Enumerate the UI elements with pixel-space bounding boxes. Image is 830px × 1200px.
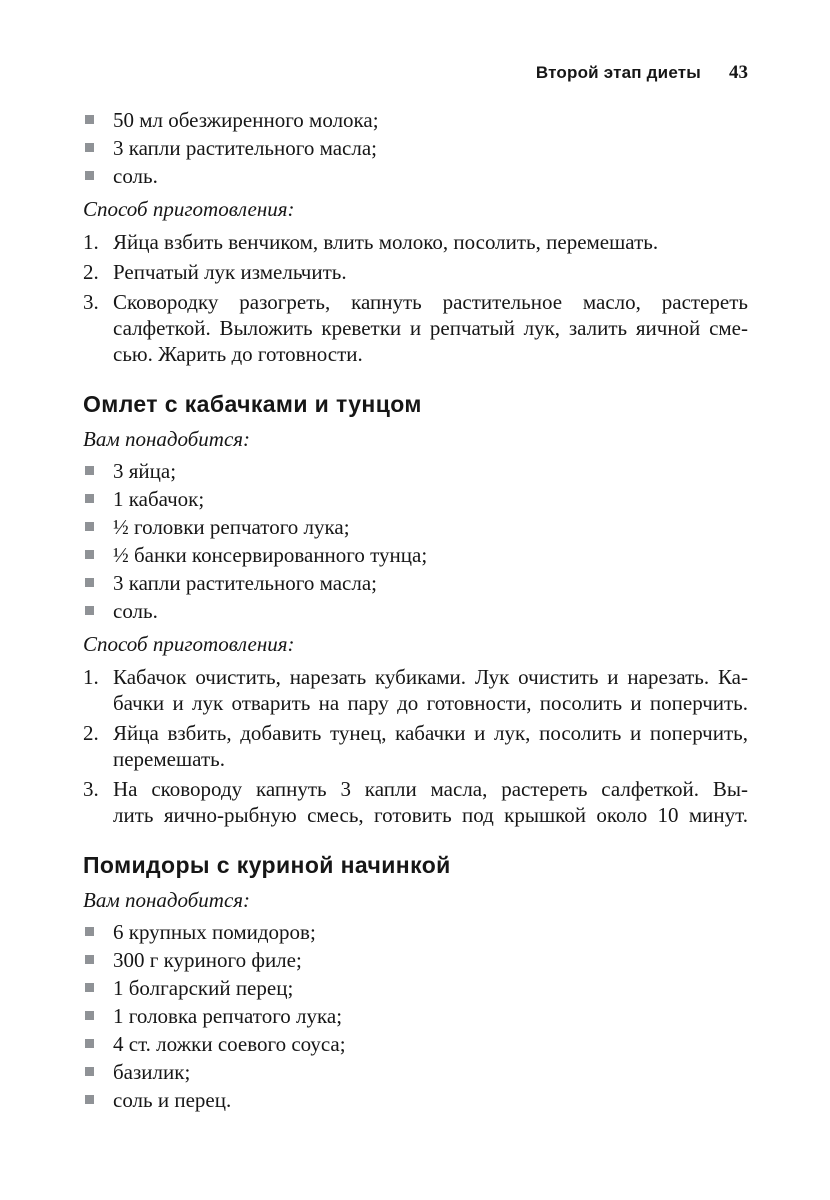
square-bullet-icon [85,1039,94,1048]
ingredient-text: базилик; [113,1060,191,1084]
recipe-continuation [83,108,748,367]
ingredient-item [83,487,748,512]
square-bullet-icon [85,171,94,180]
step-line: лить яично-рыбную смесь, готовить под крышкой около 10 минут. [113,803,748,827]
ingredient-text: 50 мл обезжиренного молока; [113,108,379,132]
step-number: 1. [83,665,99,689]
ingredient-item [83,599,748,624]
ingredient-text: 1 болгарский перец; [113,976,294,1000]
recipe-title: Помидоры с куриной начинкой [83,852,451,878]
ingredient-text: ½ банки консервированного тунца; [113,543,428,567]
method-step [83,229,748,255]
ingredient-text: 1 головка репчатого лука; [113,1004,343,1028]
ingredient-text: 300 г куриного филе; [113,948,302,972]
page-number: 43 [729,62,748,83]
square-bullet-icon [85,550,94,559]
ingredient-item [83,1032,748,1057]
ingredients-label: Вам понадобится: [83,427,251,451]
chapter-title: Второй этап диеты [535,63,701,82]
ingredient-item [83,136,748,161]
step-line: Репчатый лук измельчить. [113,260,347,284]
page-content [83,62,748,1116]
ingredient-text: 4 ст. ложки соевого соуса; [113,1032,346,1056]
square-bullet-icon [85,927,94,936]
step-line: Сковородку разогреть, капнуть растительное масло, растереть [113,290,748,314]
square-bullet-icon [85,115,94,124]
step-text [113,259,748,285]
square-bullet-icon [85,522,94,531]
ingredient-text: соль. [113,164,158,188]
square-bullet-icon [85,955,94,964]
ingredient-text: 6 крупных помидоров; [113,920,316,944]
step-line: Яйца взбить венчиком, влить молоко, посолить, перемешать. [113,230,659,254]
step-line: На сковороду капнуть 3 капли масла, растереть салфеткой. Вы- [113,777,748,801]
step-number: 2. [83,260,99,284]
ingredient-item [83,948,748,973]
ingredient-text: 3 яйца; [113,459,177,483]
ingredient-item [83,515,748,540]
step-text [113,720,748,772]
ingredient-item [83,543,748,568]
recipe-title: Омлет с кабачками и тунцом [83,391,422,417]
step-line: Кабачок очистить, нарезать кубиками. Лук очистить и нарезать. Ка- [113,665,748,689]
square-bullet-icon [85,578,94,587]
square-bullet-icon [85,1011,94,1020]
recipe-tomatoes [83,850,748,1113]
method-step [83,664,748,716]
step-text [113,664,748,716]
step-text [113,289,748,367]
method-step [83,720,748,772]
ingredient-item [83,459,748,484]
square-bullet-icon [85,1095,94,1104]
ingredient-text: 3 капли растительного масла; [113,136,377,160]
ingredient-text: 1 кабачок; [113,487,205,511]
step-number: 2. [83,721,99,745]
page-header [83,62,748,84]
method-step [83,776,748,828]
step-line: Яйца взбить, добавить тунец, кабачки и лук, посолить и поперчить, [113,721,748,745]
step-line: перемешать. [113,747,225,771]
step-number: 3. [83,290,99,314]
square-bullet-icon [85,1067,94,1076]
ingredient-item [83,1060,748,1085]
ingredient-item [83,920,748,945]
square-bullet-icon [85,143,94,152]
step-text [113,229,748,255]
ingredient-item [83,571,748,596]
method-step [83,289,748,367]
step-line: сью. Жарить до готовности. [113,342,363,366]
ingredient-text: 3 капли растительного масла; [113,571,377,595]
ingredient-text: соль и перец. [113,1088,232,1112]
ingredient-item [83,108,748,133]
recipe-omelet [83,389,748,828]
step-number: 1. [83,230,99,254]
ingredient-item [83,976,748,1001]
step-line: бачки и лук отварить на пару до готовности, посолить и поперчить. [113,691,748,715]
method-step [83,259,748,285]
ingredient-item [83,1088,748,1113]
step-text [113,776,748,828]
square-bullet-icon [85,494,94,503]
ingredient-item [83,1004,748,1029]
ingredients-label: Вам понадобится: [83,888,251,912]
method-label: Способ приготовления: [83,632,295,656]
square-bullet-icon [85,606,94,615]
ingredient-text: соль. [113,599,158,623]
ingredient-text: ½ головки репчатого лука; [113,515,350,539]
step-line: салфеткой. Выложить креветки и репчатый лук, залить яичной сме- [113,316,748,340]
ingredient-item [83,164,748,189]
square-bullet-icon [85,983,94,992]
step-number: 3. [83,777,99,801]
method-label: Способ приготовления: [83,197,295,221]
square-bullet-icon [85,466,94,475]
